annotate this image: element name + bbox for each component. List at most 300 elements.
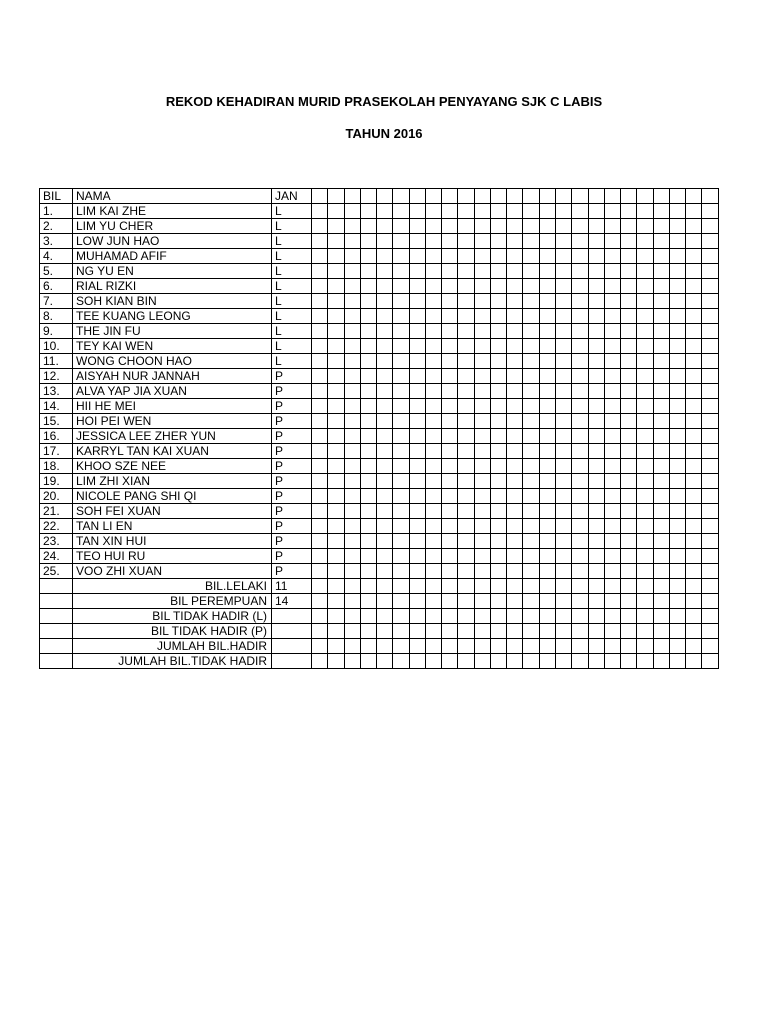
day-cell	[637, 219, 653, 234]
day-cell	[425, 624, 441, 639]
day-cell	[442, 234, 458, 249]
day-cell	[686, 354, 702, 369]
day-cell	[393, 594, 409, 609]
day-cell	[637, 384, 653, 399]
day-cell	[669, 384, 685, 399]
day-cell	[702, 639, 718, 654]
day-cell	[523, 474, 539, 489]
day-cell	[425, 534, 441, 549]
day-cell	[702, 444, 718, 459]
day-cell	[474, 489, 490, 504]
day-cell	[425, 249, 441, 264]
day-cell	[393, 519, 409, 534]
day-cell	[474, 369, 490, 384]
day-cell	[539, 294, 555, 309]
day-cell	[523, 654, 539, 669]
day-cell	[653, 294, 669, 309]
day-cell	[377, 564, 393, 579]
day-cell	[474, 294, 490, 309]
day-cell	[588, 294, 604, 309]
day-cell	[702, 219, 718, 234]
student-gender: P	[272, 444, 312, 459]
day-cell	[507, 549, 523, 564]
day-cell	[328, 519, 344, 534]
day-cell	[442, 654, 458, 669]
day-cell	[621, 519, 637, 534]
day-cell	[377, 534, 393, 549]
day-cell	[312, 414, 328, 429]
day-cell	[425, 504, 441, 519]
day-cell	[344, 579, 360, 594]
day-cell	[555, 594, 571, 609]
day-cell	[344, 219, 360, 234]
day-cell	[312, 609, 328, 624]
day-cell	[393, 279, 409, 294]
student-name: NICOLE PANG SHI QI	[73, 489, 272, 504]
day-cell	[572, 594, 588, 609]
student-number: 16.	[40, 429, 73, 444]
day-cell	[604, 444, 620, 459]
day-cell	[344, 189, 360, 204]
day-cell	[702, 624, 718, 639]
day-cell	[621, 204, 637, 219]
day-cell	[425, 354, 441, 369]
day-cell	[458, 279, 474, 294]
student-number: 24.	[40, 549, 73, 564]
day-cell	[653, 564, 669, 579]
day-cell	[621, 339, 637, 354]
day-cell	[328, 309, 344, 324]
day-cell	[360, 414, 376, 429]
day-cell	[490, 549, 506, 564]
day-cell	[637, 489, 653, 504]
day-cell	[393, 639, 409, 654]
day-cell	[588, 384, 604, 399]
day-cell	[621, 249, 637, 264]
day-cell	[393, 549, 409, 564]
day-cell	[490, 564, 506, 579]
day-cell	[490, 339, 506, 354]
day-cell	[507, 399, 523, 414]
day-cell	[442, 294, 458, 309]
day-cell	[669, 459, 685, 474]
day-cell	[555, 429, 571, 444]
day-cell	[507, 309, 523, 324]
day-cell	[604, 594, 620, 609]
student-number: 13.	[40, 384, 73, 399]
summary-value	[272, 609, 312, 624]
day-cell	[702, 294, 718, 309]
day-cell	[572, 489, 588, 504]
summary-blank-cell	[40, 639, 73, 654]
day-cell	[360, 309, 376, 324]
day-cell	[458, 249, 474, 264]
day-cell	[539, 414, 555, 429]
summary-row	[40, 624, 719, 639]
day-cell	[328, 354, 344, 369]
day-cell	[393, 189, 409, 204]
day-cell	[474, 624, 490, 639]
table-row	[40, 279, 719, 294]
day-cell	[507, 339, 523, 354]
day-cell	[637, 204, 653, 219]
day-cell	[409, 459, 425, 474]
day-cell	[555, 639, 571, 654]
day-cell	[474, 579, 490, 594]
day-cell	[523, 549, 539, 564]
day-cell	[458, 399, 474, 414]
day-cell	[490, 249, 506, 264]
day-cell	[442, 504, 458, 519]
day-cell	[490, 639, 506, 654]
day-cell	[393, 624, 409, 639]
day-cell	[442, 399, 458, 414]
student-name: TEY KAI WEN	[73, 339, 272, 354]
day-cell	[425, 474, 441, 489]
day-cell	[344, 309, 360, 324]
day-cell	[669, 189, 685, 204]
student-number: 14.	[40, 399, 73, 414]
day-cell	[507, 624, 523, 639]
day-cell	[588, 399, 604, 414]
day-cell	[344, 654, 360, 669]
student-number: 20.	[40, 489, 73, 504]
day-cell	[621, 564, 637, 579]
day-cell	[686, 594, 702, 609]
day-cell	[458, 489, 474, 504]
day-cell	[312, 279, 328, 294]
day-cell	[458, 189, 474, 204]
student-number: 7.	[40, 294, 73, 309]
day-cell	[604, 219, 620, 234]
day-cell	[393, 294, 409, 309]
day-cell	[637, 339, 653, 354]
day-cell	[442, 324, 458, 339]
day-cell	[686, 279, 702, 294]
day-cell	[702, 369, 718, 384]
day-cell	[604, 309, 620, 324]
day-cell	[588, 234, 604, 249]
day-cell	[653, 234, 669, 249]
day-cell	[507, 354, 523, 369]
day-cell	[702, 264, 718, 279]
day-cell	[686, 444, 702, 459]
day-cell	[588, 609, 604, 624]
student-name: LIM YU CHER	[73, 219, 272, 234]
day-cell	[669, 369, 685, 384]
day-cell	[409, 204, 425, 219]
day-cell	[539, 654, 555, 669]
day-cell	[604, 504, 620, 519]
day-cell	[555, 414, 571, 429]
day-cell	[702, 279, 718, 294]
day-cell	[409, 624, 425, 639]
day-cell	[507, 189, 523, 204]
day-cell	[604, 579, 620, 594]
day-cell	[604, 414, 620, 429]
summary-label: BIL.LELAKI	[73, 579, 272, 594]
student-name: TAN XIN HUI	[73, 534, 272, 549]
day-cell	[360, 639, 376, 654]
day-cell	[442, 459, 458, 474]
day-cell	[539, 279, 555, 294]
day-cell	[539, 459, 555, 474]
student-number: 17.	[40, 444, 73, 459]
day-cell	[312, 354, 328, 369]
day-cell	[425, 189, 441, 204]
day-cell	[604, 564, 620, 579]
day-cell	[539, 234, 555, 249]
student-name: VOO ZHI XUAN	[73, 564, 272, 579]
day-cell	[669, 474, 685, 489]
day-cell	[653, 609, 669, 624]
table-row	[40, 534, 719, 549]
day-cell	[344, 249, 360, 264]
day-cell	[360, 279, 376, 294]
day-cell	[507, 654, 523, 669]
day-cell	[490, 294, 506, 309]
student-gender: P	[272, 474, 312, 489]
day-cell	[621, 534, 637, 549]
day-cell	[604, 249, 620, 264]
day-cell	[653, 369, 669, 384]
day-cell	[409, 444, 425, 459]
day-cell	[409, 249, 425, 264]
table-row	[40, 204, 719, 219]
day-cell	[442, 594, 458, 609]
table-row	[40, 504, 719, 519]
day-cell	[669, 564, 685, 579]
day-cell	[637, 369, 653, 384]
day-cell	[312, 579, 328, 594]
day-cell	[344, 444, 360, 459]
day-cell	[490, 474, 506, 489]
day-cell	[702, 534, 718, 549]
table-row	[40, 324, 719, 339]
day-cell	[555, 624, 571, 639]
day-cell	[377, 654, 393, 669]
day-cell	[539, 249, 555, 264]
day-cell	[442, 354, 458, 369]
day-cell	[474, 444, 490, 459]
day-cell	[686, 204, 702, 219]
day-cell	[555, 234, 571, 249]
day-cell	[604, 399, 620, 414]
day-cell	[393, 354, 409, 369]
day-cell	[507, 294, 523, 309]
day-cell	[409, 399, 425, 414]
day-cell	[425, 579, 441, 594]
day-cell	[669, 579, 685, 594]
day-cell	[409, 294, 425, 309]
day-cell	[377, 384, 393, 399]
day-cell	[507, 444, 523, 459]
day-cell	[328, 279, 344, 294]
day-cell	[555, 354, 571, 369]
day-cell	[312, 654, 328, 669]
day-cell	[393, 474, 409, 489]
day-cell	[702, 654, 718, 669]
day-cell	[425, 324, 441, 339]
student-number: 10.	[40, 339, 73, 354]
day-cell	[425, 609, 441, 624]
table-row	[40, 564, 719, 579]
day-cell	[474, 189, 490, 204]
student-name: NG YU EN	[73, 264, 272, 279]
day-cell	[555, 189, 571, 204]
student-name: HII HE MEI	[73, 399, 272, 414]
day-cell	[458, 474, 474, 489]
day-cell	[669, 219, 685, 234]
summary-value: 14	[272, 594, 312, 609]
day-cell	[312, 594, 328, 609]
day-cell	[604, 474, 620, 489]
day-cell	[555, 204, 571, 219]
day-cell	[588, 324, 604, 339]
table-row	[40, 294, 719, 309]
day-cell	[360, 234, 376, 249]
day-cell	[539, 474, 555, 489]
student-number: 23.	[40, 534, 73, 549]
day-cell	[686, 489, 702, 504]
day-cell	[669, 264, 685, 279]
day-cell	[409, 279, 425, 294]
day-cell	[604, 534, 620, 549]
day-cell	[653, 249, 669, 264]
day-cell	[686, 429, 702, 444]
day-cell	[360, 429, 376, 444]
day-cell	[507, 234, 523, 249]
day-cell	[572, 414, 588, 429]
day-cell	[474, 339, 490, 354]
day-cell	[425, 414, 441, 429]
day-cell	[572, 564, 588, 579]
student-name: LOW JUN HAO	[73, 234, 272, 249]
day-cell	[653, 384, 669, 399]
day-cell	[637, 279, 653, 294]
student-gender: L	[272, 249, 312, 264]
day-cell	[604, 429, 620, 444]
day-cell	[458, 534, 474, 549]
day-cell	[474, 354, 490, 369]
day-cell	[621, 369, 637, 384]
student-gender: P	[272, 489, 312, 504]
day-cell	[425, 234, 441, 249]
day-cell	[621, 459, 637, 474]
day-cell	[669, 399, 685, 414]
day-cell	[344, 294, 360, 309]
day-cell	[555, 534, 571, 549]
day-cell	[328, 654, 344, 669]
student-number: 15.	[40, 414, 73, 429]
day-cell	[442, 189, 458, 204]
day-cell	[572, 474, 588, 489]
summary-row	[40, 594, 719, 609]
day-cell	[344, 504, 360, 519]
day-cell	[702, 309, 718, 324]
day-cell	[669, 444, 685, 459]
day-cell	[328, 204, 344, 219]
day-cell	[360, 249, 376, 264]
day-cell	[377, 489, 393, 504]
day-cell	[458, 444, 474, 459]
summary-blank-cell	[40, 594, 73, 609]
student-gender: P	[272, 519, 312, 534]
day-cell	[686, 264, 702, 279]
day-cell	[653, 189, 669, 204]
day-cell	[344, 339, 360, 354]
day-cell	[409, 219, 425, 234]
day-cell	[425, 399, 441, 414]
day-cell	[507, 204, 523, 219]
day-cell	[312, 249, 328, 264]
day-cell	[425, 369, 441, 384]
student-name: KHOO SZE NEE	[73, 459, 272, 474]
day-cell	[474, 519, 490, 534]
day-cell	[572, 399, 588, 414]
table-row	[40, 429, 719, 444]
day-cell	[686, 219, 702, 234]
day-cell	[328, 564, 344, 579]
day-cell	[637, 594, 653, 609]
summary-row	[40, 579, 719, 594]
day-cell	[328, 459, 344, 474]
day-cell	[702, 519, 718, 534]
day-cell	[360, 189, 376, 204]
day-cell	[523, 309, 539, 324]
day-cell	[442, 624, 458, 639]
student-number: 19.	[40, 474, 73, 489]
day-cell	[637, 234, 653, 249]
day-cell	[604, 459, 620, 474]
day-cell	[572, 369, 588, 384]
day-cell	[312, 324, 328, 339]
day-cell	[539, 594, 555, 609]
day-cell	[653, 399, 669, 414]
day-cell	[377, 579, 393, 594]
day-cell	[425, 279, 441, 294]
table-row	[40, 414, 719, 429]
day-cell	[328, 399, 344, 414]
day-cell	[588, 204, 604, 219]
student-gender: L	[272, 234, 312, 249]
day-cell	[377, 264, 393, 279]
day-cell	[507, 564, 523, 579]
day-cell	[360, 549, 376, 564]
day-cell	[442, 564, 458, 579]
day-cell	[702, 249, 718, 264]
day-cell	[604, 639, 620, 654]
day-cell	[507, 609, 523, 624]
day-cell	[458, 639, 474, 654]
day-cell	[539, 489, 555, 504]
day-cell	[425, 459, 441, 474]
summary-value	[272, 654, 312, 669]
day-cell	[637, 459, 653, 474]
summary-label: BIL TIDAK HADIR (L)	[73, 609, 272, 624]
day-cell	[539, 354, 555, 369]
day-cell	[474, 219, 490, 234]
day-cell	[523, 204, 539, 219]
day-cell	[572, 219, 588, 234]
day-cell	[425, 654, 441, 669]
day-cell	[555, 459, 571, 474]
student-name: AISYAH NUR JANNAH	[73, 369, 272, 384]
day-cell	[572, 579, 588, 594]
day-cell	[360, 489, 376, 504]
day-cell	[653, 324, 669, 339]
day-cell	[425, 294, 441, 309]
